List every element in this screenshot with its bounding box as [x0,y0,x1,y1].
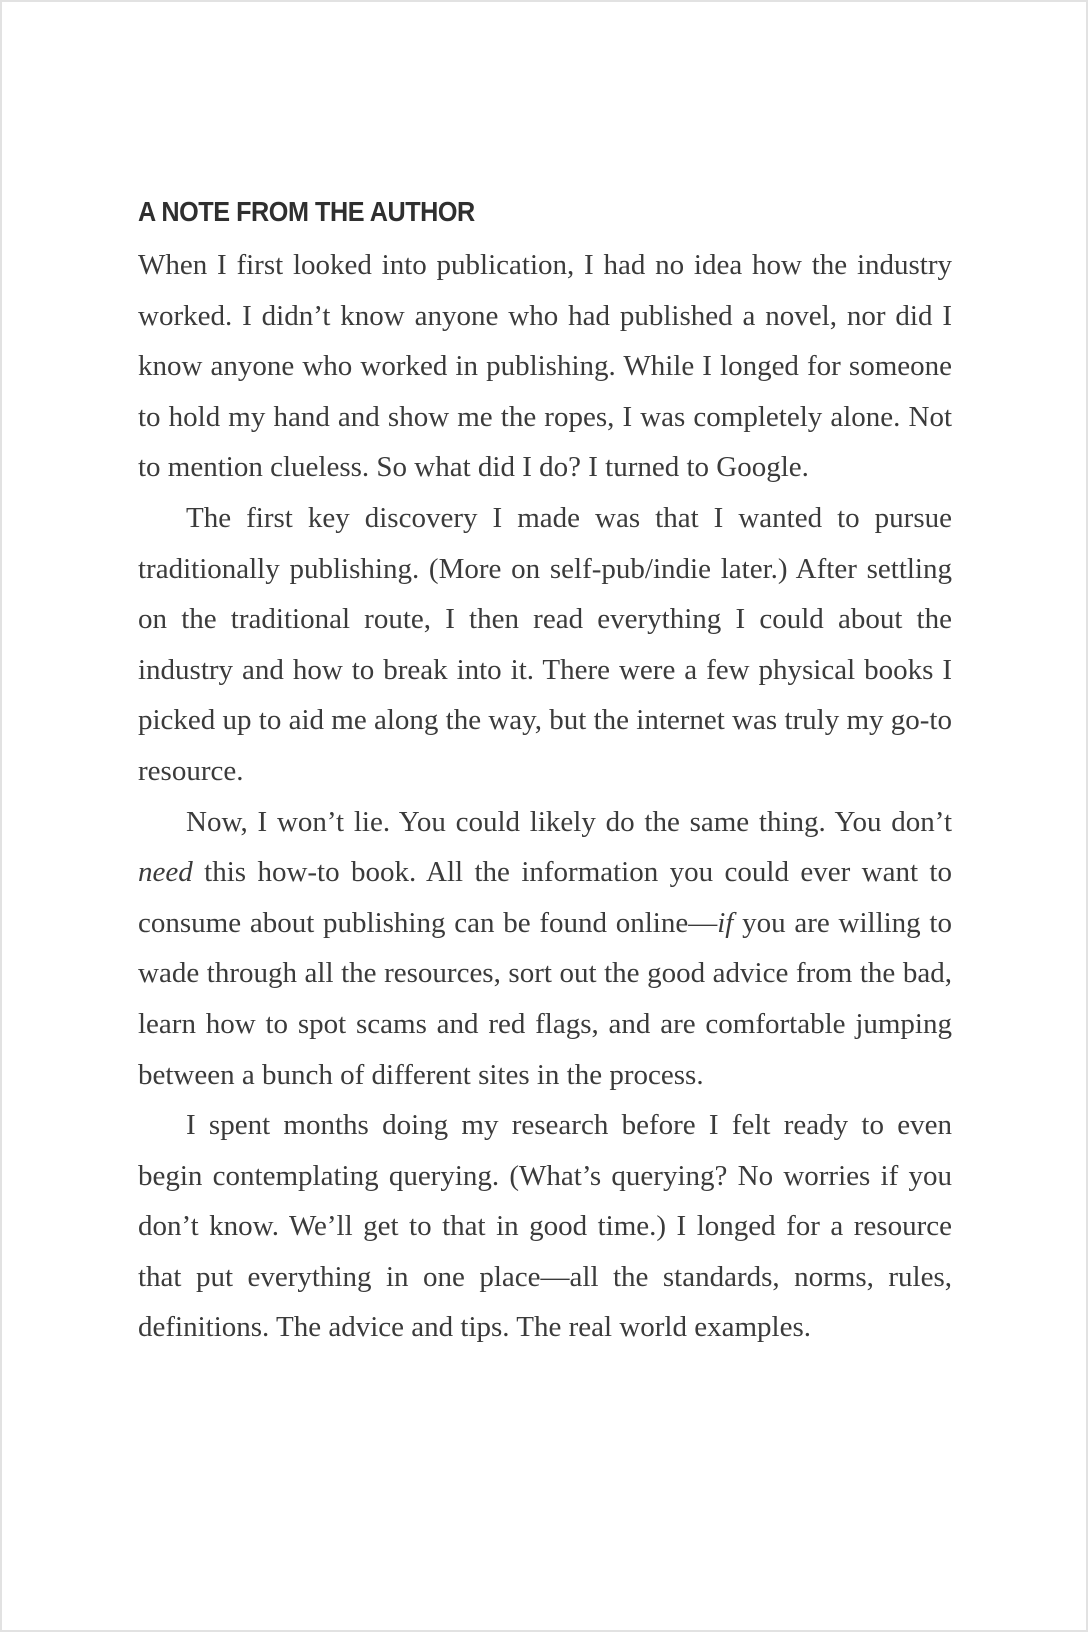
paragraph-4: I spent months doing my research before I felt ready to even begin contemplating querying. (What’s querying? No worries if you don’t know. We’ll get to that in good time.) I longed for a resource that put everything in one place—all the standards, norms, rules, definitions. The advice and tips. The real world examples. [138,1109,952,1344]
paragraph-3-emphasis-if: if [717,906,734,939]
page-content [138,190,952,1353]
paragraph-3-emphasis-need: need [138,856,193,889]
paragraph-2: The first key discovery I made was that I wanted to pursue traditionally publishing. (More on self-pub/indie later.) After settling on the traditional route, I then read everything I could about the industry and how to break into it. There were a few physical books I picked up to aid me along the way, but the internet was truly my go-to resource. [138,501,952,787]
paragraph-3-text-c: this how-to book. All the information you could ever want to consume about publishing can be found online— [138,856,952,939]
paragraph-3-text-a: Now, I won’t lie. You could likely do the same thing. You don’t [186,805,952,838]
section-heading: A NOTE FROM THE AUTHOR [138,196,475,227]
paragraph-1: When I first looked into publication, I had no idea how the industry worked. I didn’t know anyone who had published a novel, nor did I know anyone who worked in publishing. While I longed for someone to hold my hand and show me the ropes, I was completely alone. Not to mention clueless. So what did I do? I turned to Google. [138,249,952,484]
paragraph-3-text-e: you are willing to wade through all the resources, sort out the good advice from the bad, learn how to spot scams and red flags, and are comfortable jumping between a bunch of different sites in the process. [138,906,952,1091]
paragraph-3 [138,797,952,1101]
